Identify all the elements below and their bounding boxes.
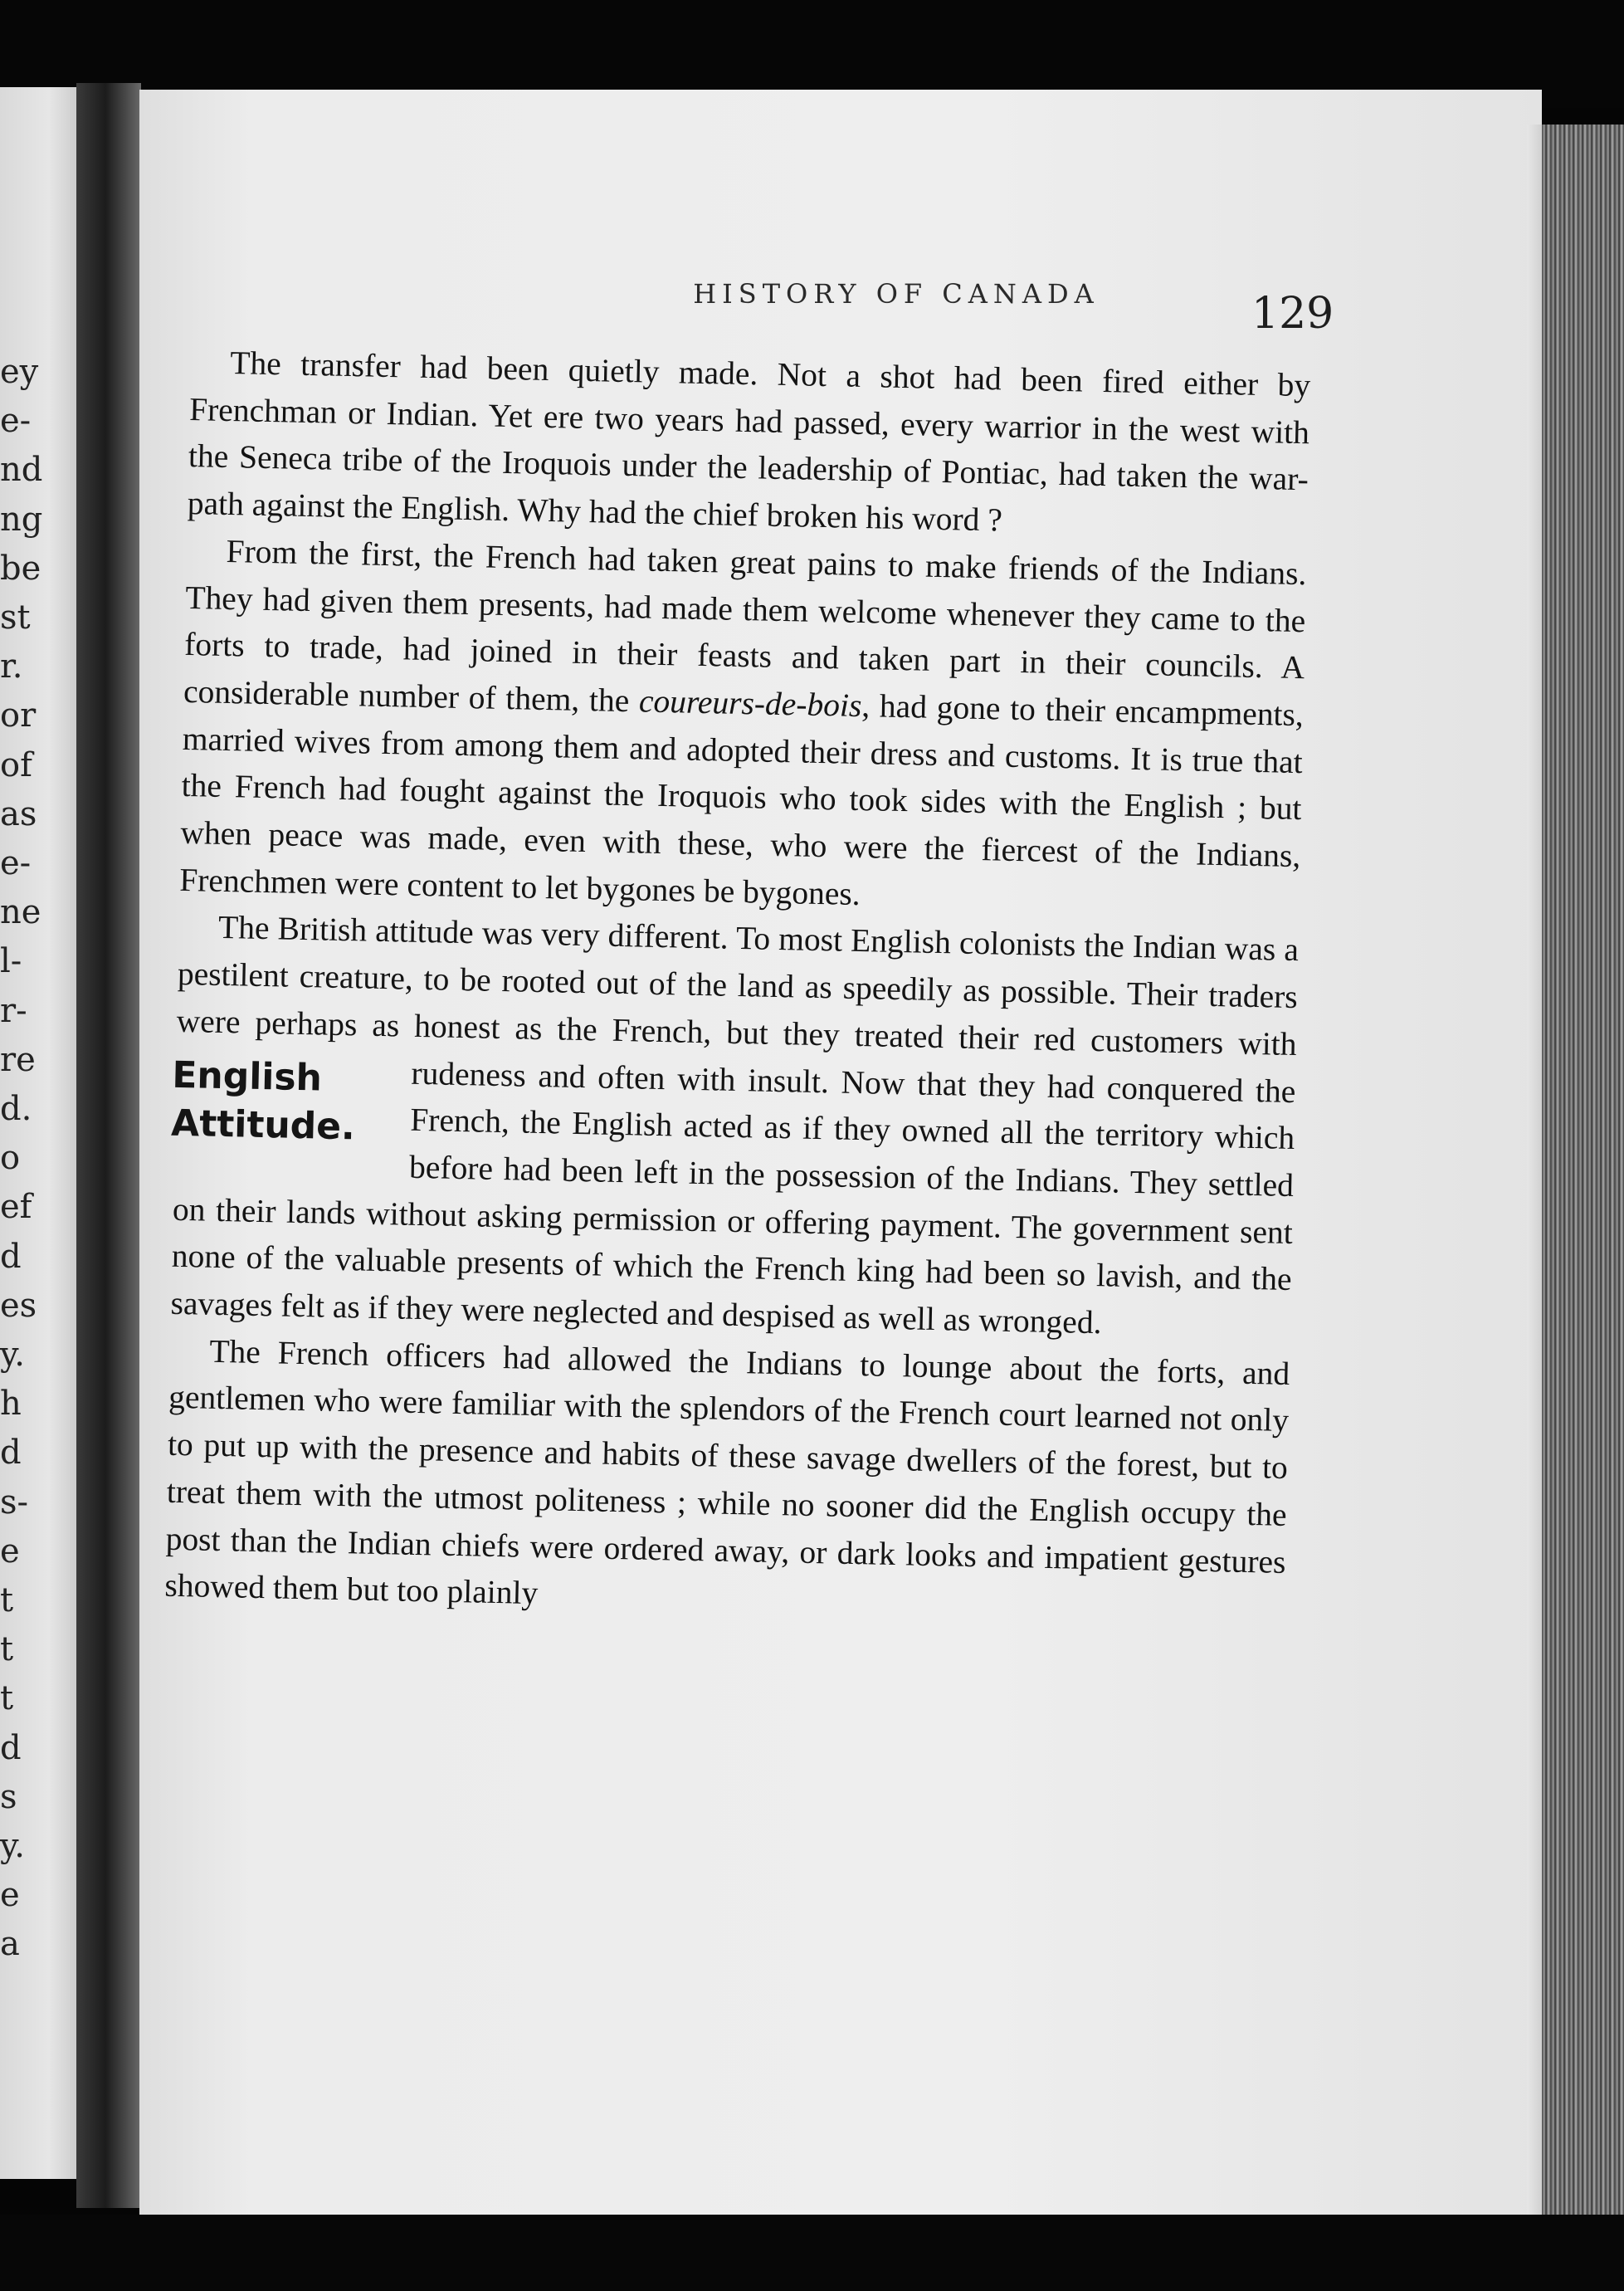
paragraph-3-text-start: The British attitude was very different. To most English colonists the Indian was a pestilent creature, to be rooted out of the land as speedily as possible. Their traders were perhaps as honest as the French, but they treated their red customers with (176, 909, 1300, 1062)
left-page-fragment: l- (0, 942, 22, 981)
left-page-fragment: s (0, 1777, 17, 1816)
left-page-fragment: t (0, 1581, 14, 1619)
italic-term: coureurs-de-bois (638, 682, 862, 724)
book-gutter (76, 83, 141, 2208)
left-page-fragment: as (0, 794, 37, 833)
left-page-fragment: y. (0, 1336, 25, 1374)
left-page-fragment: d (0, 1728, 22, 1767)
page-number: 129 (1251, 289, 1334, 339)
margin-side-note: English Attitude. (170, 1053, 356, 1148)
paragraph-1: The transfer had been quietly made. Not a shot had been fired either by Frenchman or Indian. Yet ere two years had passed, every warrior in the west with the Seneca tribe of the Iroquois under the leadership of Pontiac, had taken the war-path against the English. Why had the chief broken his word ? (187, 344, 1311, 539)
left-page-fragment: of (0, 745, 32, 784)
left-page-fragment: es (0, 1286, 37, 1325)
left-page-fragment: e (0, 1531, 20, 1570)
left-page-fragment: o (0, 1139, 21, 1178)
page-body (164, 339, 1311, 1633)
left-page-fragment: d (0, 1237, 22, 1276)
running-title: HISTORY OF CANADA (693, 278, 1100, 310)
left-page-fragment: d. (0, 1090, 32, 1128)
paragraph-2-text-end: , had gone to their encampments, married wives from among them and adopted their dress and customs. It is true that the French had fought against the Iroquois who took sides with the English ; but when peace was made, even with these, who were the fiercest of the Indians, Frenchmen were content to let bygones be bygones. (178, 686, 1305, 912)
left-page-fragment: be (0, 549, 41, 588)
left-page-fragment: r- (0, 991, 27, 1030)
left-page-fragment: e- (0, 402, 32, 441)
left-page-fragment: a (0, 1925, 20, 1964)
left-page-fragment: ef (0, 1188, 32, 1227)
paragraph-2 (179, 527, 1307, 927)
left-page-fragment: nd (0, 451, 43, 490)
left-page-fragment: h (0, 1385, 22, 1424)
left-page-fragment: e- (0, 844, 32, 882)
left-page-fragment: ng (0, 500, 43, 539)
left-page-fragment: or (0, 696, 37, 735)
left-page-fragment: y. (0, 1827, 25, 1865)
paragraph-3-text-end: rudeness and often with insult. Now that they had conquered the French, the English acted as if they owned all the territory which before had been left in the possession of the Indians. They settled on their lands without asking permission or offering payment. The government sent none of the valuable presents of which the French king had been so lavish, and the savages felt as if they were neglected and despised as well as wronged. (170, 1054, 1296, 1341)
paragraph-4: The French officers had allowed the Indians to lounge about the forts, and gentlemen who were familiar with the splendors of the French court learned not only to put up with the presence and habits of these savage dwellers of the forest, but to treat them with the utmost politeness ; while no sooner did the English occupy the post than the Indian chiefs were ordered away, or dark looks and impatient gestures showed them but too plainly (164, 1332, 1290, 1612)
paragraph-2-text-start: From the first, the French had taken great pains to make friends of the Indians. They had given them presents, had made them welcome whenever they came to the forts to trade, had joined in their feasts and taken part in their councils. A considerable number of them, the (183, 532, 1307, 720)
left-page-fragment: d (0, 1434, 22, 1473)
left-page-fragment: re (0, 1040, 36, 1079)
left-facing-page (0, 87, 81, 2179)
left-page-fragment: st (0, 598, 31, 637)
left-page-fragment: e (0, 1876, 20, 1915)
left-page-fragment: t (0, 1679, 14, 1718)
left-page-fragment: t (0, 1630, 14, 1669)
scan-bottom-border (0, 2215, 1624, 2291)
left-page-fragment: r. (0, 647, 23, 686)
left-page-fragment: s- (0, 1483, 29, 1522)
paragraph-3 (170, 903, 1299, 1350)
left-page-fragment: ey (0, 353, 39, 391)
left-page-fragment: ne (0, 893, 41, 932)
page-edges (1542, 125, 1624, 2283)
